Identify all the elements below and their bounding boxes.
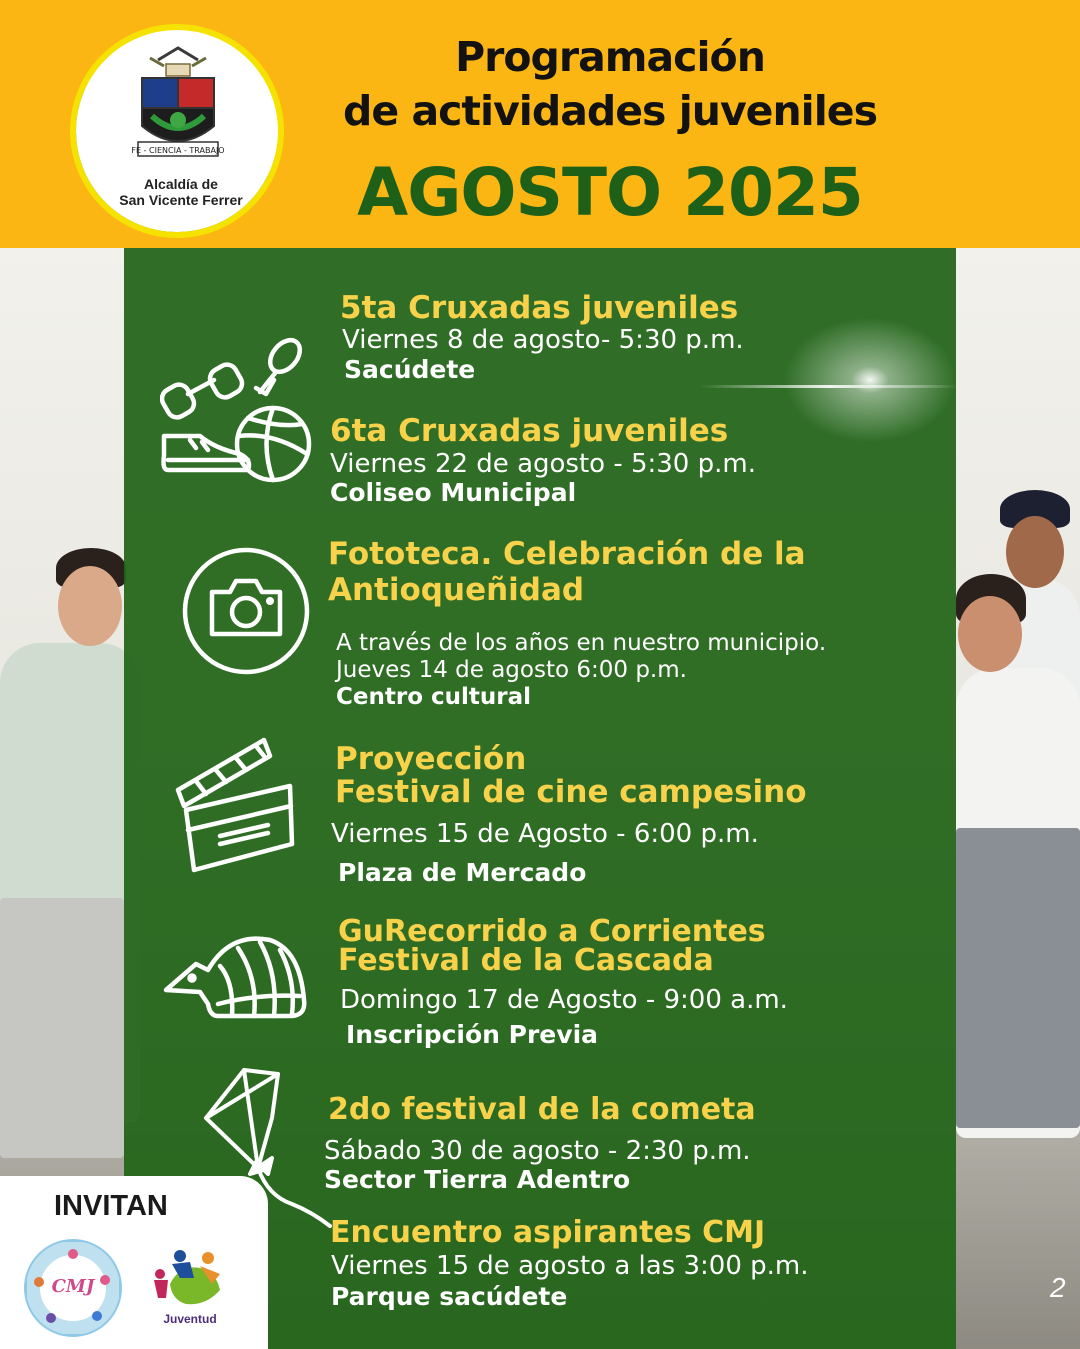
light-flare-streak [700, 385, 960, 388]
person-right-front-head [958, 596, 1022, 672]
event-place: Inscripción Previa [346, 1020, 599, 1049]
invitan-label: INVITAN [54, 1190, 168, 1222]
event-title-line2: Festival de la Cascada [338, 943, 714, 978]
sports-equipment-icon [160, 336, 320, 488]
event-title-line2: Antioqueñidad [328, 572, 585, 608]
page-month: AGOSTO 2025 [357, 154, 863, 231]
event-title: 2do festival de la cometa [328, 1092, 756, 1127]
event-title: Encuentro aspirantes CMJ [330, 1215, 766, 1250]
event-datetime: Viernes 15 de agosto a las 3:00 p.m. [331, 1251, 809, 1281]
header-banner [0, 0, 1080, 248]
light-flare [760, 300, 980, 460]
coat-of-arms-icon [128, 44, 228, 170]
event-place: Sacúdete [344, 355, 476, 384]
logo-name-line1: Alcaldía de [144, 176, 218, 192]
event-datetime: Sábado 30 de agosto - 2:30 p.m. [324, 1136, 751, 1166]
armadillo-icon [160, 930, 310, 1022]
event-title-line2: Festival de cine campesino [335, 774, 807, 810]
camera-icon [181, 546, 311, 676]
logo-name-line2: San Vicente Ferrer [119, 192, 243, 208]
person-left-legs [0, 898, 124, 1158]
clapperboard-icon [172, 732, 302, 878]
event-datetime: Domingo 17 de Agosto - 9:00 a.m. [340, 985, 788, 1015]
logo-motto: FE - CIENCIA - TRABAJO [131, 146, 225, 155]
event-datetime: Viernes 22 de agosto - 5:30 p.m. [330, 449, 756, 479]
sponsors-box [0, 1176, 268, 1349]
event-place: Centro cultural [336, 684, 532, 710]
event-title: 5ta Cruxadas juveniles [340, 290, 739, 326]
cmj-logo [24, 1239, 122, 1337]
event-place: Parque sacúdete [331, 1282, 568, 1311]
event-title-line1: Fototeca. Celebración de la [328, 536, 806, 572]
event-datetime: Jueves 14 de agosto 6:00 p.m. [336, 657, 687, 683]
municipality-logo [70, 24, 284, 238]
person-left-head [58, 566, 122, 646]
page-title-line2: de actividades juveniles [343, 87, 877, 135]
event-title-line1: GuRecorrido a Corrientes [338, 914, 766, 949]
event-place: Plaza de Mercado [338, 858, 587, 887]
event-title-line1: Proyección [335, 741, 527, 777]
page-title-line1: Programación [455, 33, 765, 81]
event-datetime: Viernes 8 de agosto- 5:30 p.m. [342, 325, 744, 355]
event-title: 6ta Cruxadas juveniles [330, 413, 729, 449]
person-right-legs [956, 828, 1080, 1128]
juventud-logo [150, 1244, 230, 1336]
juventud-logo-text: Juventud [163, 1312, 217, 1326]
corner-text: 2 [1050, 1272, 1066, 1303]
person-right-back-head [1006, 516, 1064, 588]
cmj-logo-text: CMJ [51, 1276, 95, 1297]
event-place: Coliseo Municipal [330, 478, 577, 507]
event-place: Sector Tierra Adentro [324, 1165, 631, 1194]
juventud-figures-icon [150, 1244, 230, 1314]
logo-caption [106, 176, 256, 208]
event-detail: A través de los años en nuestro municipio. [336, 630, 827, 656]
event-datetime: Viernes 15 de Agosto - 6:00 p.m. [331, 819, 759, 849]
